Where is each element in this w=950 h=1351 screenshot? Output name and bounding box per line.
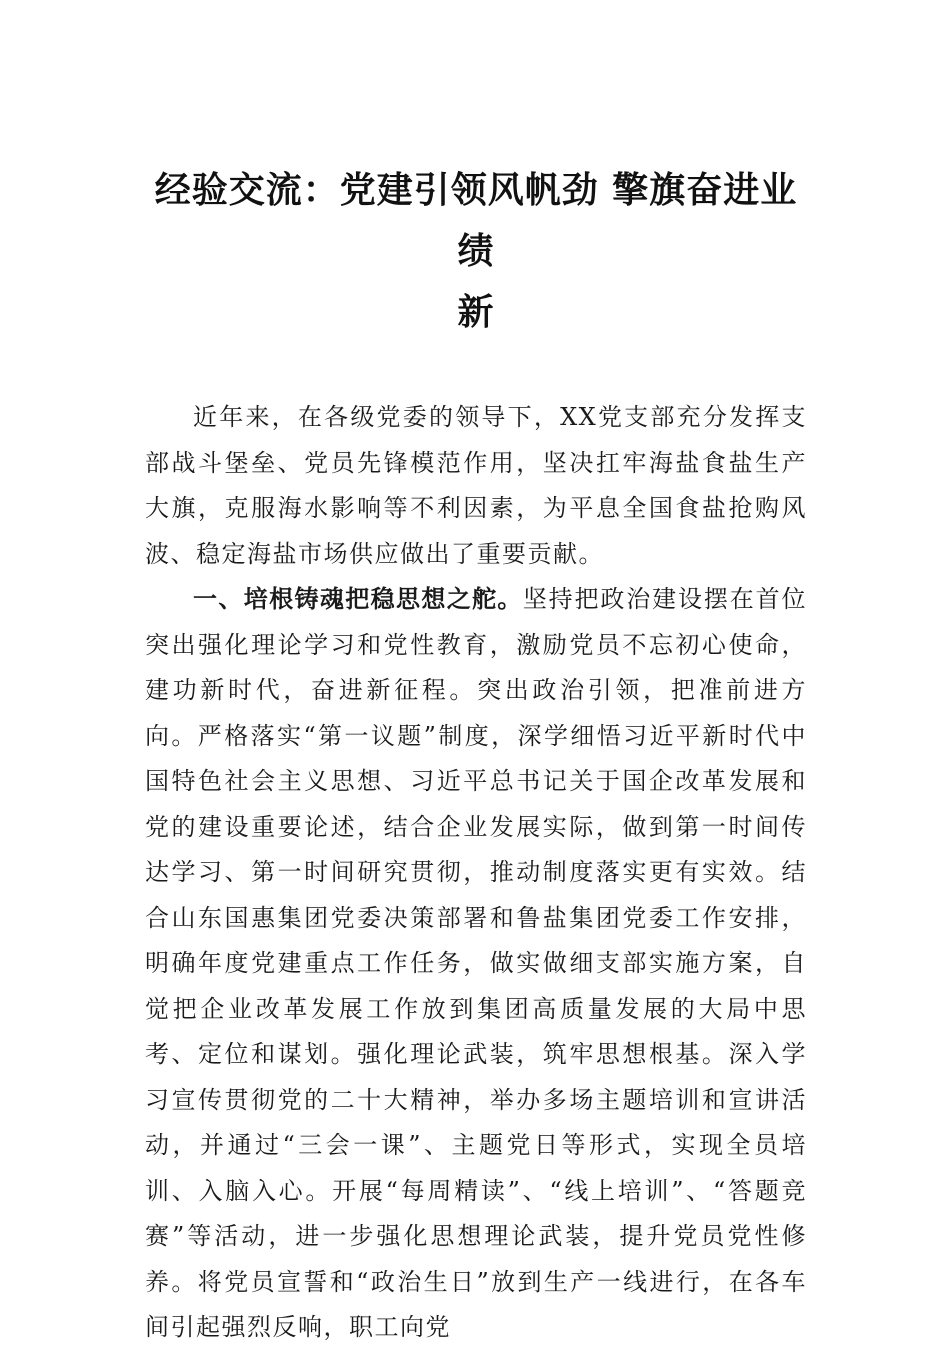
intro-paragraph <box>145 395 807 577</box>
section-one-paragraph <box>145 577 807 1351</box>
section-one-text: 坚持把政治建设摆在首位突出强化理论学习和党性教育，激励党员不忘初心使命，建功新时代，奋进新征程。突出政治引领，把准前进方向。严格落实“第一议题”制度，深学细悟习近平新时代中国特色社会主义思想、习近平总书记关于国企改革发展和党的建设重要论述，结合企业发展实际，做到第一时间传达学习、第一时间研究贯彻，推动制度落实更有实效。结合山东国惠集团党委决策部署和鲁盐集团党委工作安排，明确年度党建重点工作任务，做实做细支部实施方案，自觉把企业改革发展工作放到集团高质量发展的大局中思考、定位和谋划。强化理论武装，筑牢思想根基。深入学习宣传贯彻党的二十大精神，举办多场主题培训和宣讲活动，并通过“三会一课”、主题党日等形式，实现全员培训、入脑入心。开展“每周精读”、“线上培训”、“答题竞赛”等活动，进一步强化思想理论武装，提升党员党性修养。将党员宣誓和“政治生日”放到生产一线进行，在各车间引起强烈反响，职工向党 <box>145 585 808 1341</box>
document-page <box>145 0 807 1351</box>
intro-paragraph-text: 近年来，在各级党委的领导下，XX党支部充分发挥支部战斗堡垒、党员先锋模范作用，坚决扛牢海盐食盐生产大旗，克服海水影响等不利因素，为平息全国食盐抢购风波、稳定海盐市场供应做出了重要贡献。 <box>145 403 807 568</box>
document-title <box>145 0 807 343</box>
document-title-line-2: 新 <box>457 292 495 333</box>
document-title-line-1: 经验交流：党建引领风帆劲 擎旗奋进业绩 <box>154 170 798 272</box>
document-body <box>145 395 807 1351</box>
section-one-heading: 一、培根铸魂把稳思想之舵。 <box>193 585 523 613</box>
